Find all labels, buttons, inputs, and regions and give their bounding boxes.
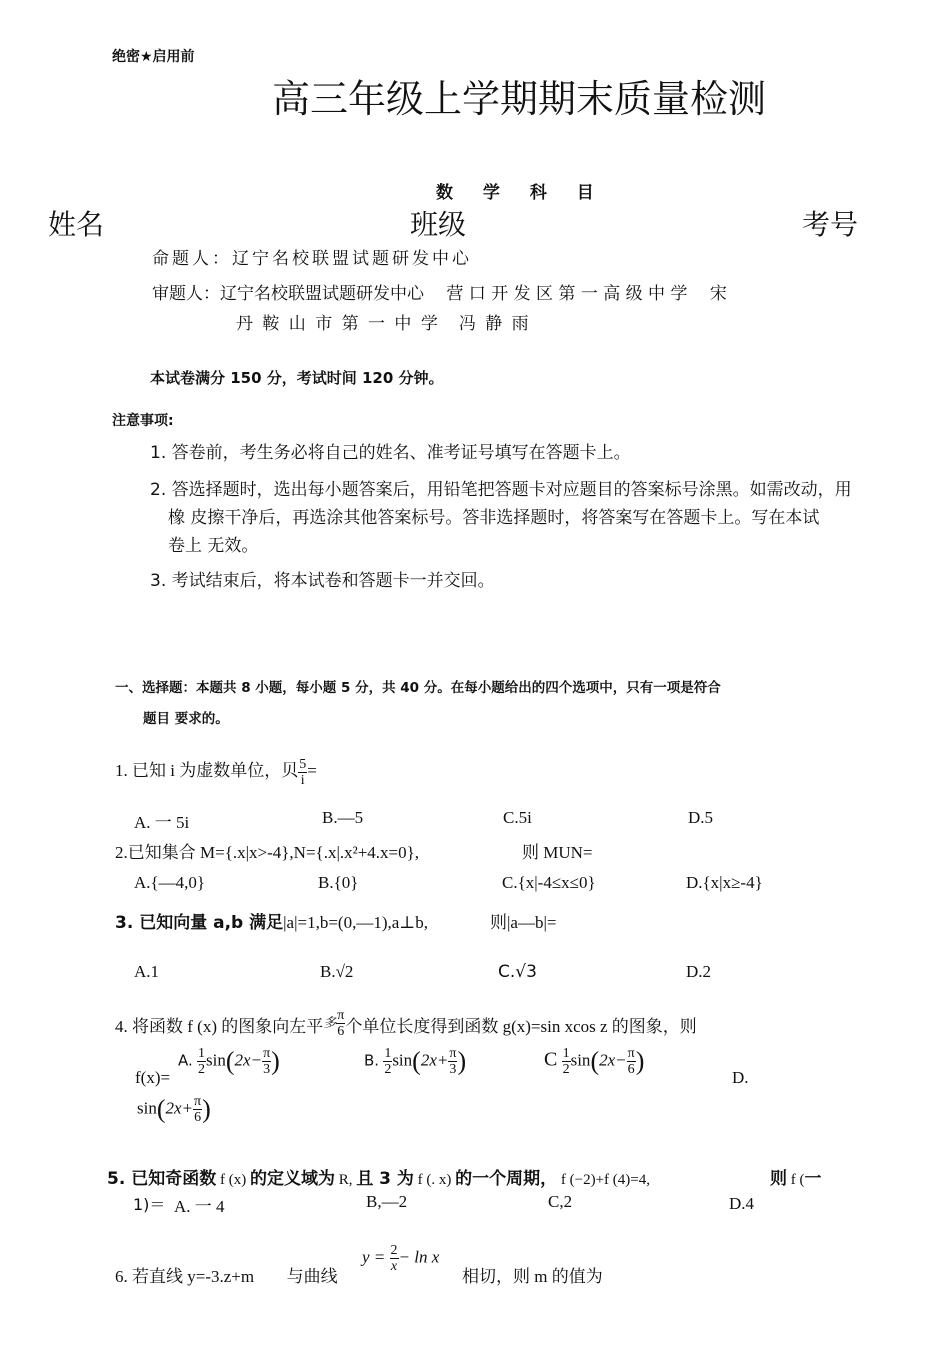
q3-option-d[interactable]: D.2 [686,962,712,981]
q3-option-b[interactable]: B.√2 [320,962,354,981]
note-item-2-cont-2: 卷上 无效。 [168,536,259,556]
q5-option-d[interactable]: D.4 [729,1194,755,1213]
question-5-stem: 5. 已知奇函数 f (x) 的定义域为 R, 且 3 为 f (. x) 的一个周期， f (−2)+f (4)=4, [107,1169,651,1189]
q2-option-d[interactable]: D.{x|x≥-4} [686,873,763,892]
note-item-1: 1. 答卷前，考生务必将自己的姓名、准考证号填写在答题卡上。 [150,443,631,463]
q1-option-a[interactable]: A. 一 5i [134,813,190,832]
question-4-stem: 4. 将函数 f (x) 的图象向左平$^多$ $\frac{\pi}{6}$ 个单位长度得到函数 g(x)=sin xcos z 的图象，则 [115,1008,697,1039]
q5-option-c[interactable]: C,2 [548,1192,573,1211]
question-2-stem: 2.已知集合 M={.x|x>-4},N={.x|.x²+4.x=0}, [115,843,420,862]
composer-line: 命题人：辽宁名校联盟试题研发中心 [152,249,472,269]
q1-option-c[interactable]: C.5i [503,808,532,827]
q1-option-b[interactable]: B.—5 [322,808,364,827]
secret-label: 绝密★启用前 [112,49,195,65]
question-5-stem-cont: 1)＝ [133,1195,166,1214]
q4-option-a[interactable]: A. $\frac{1}{2}$ sin(2x− $\frac{\pi}{3}$ ) [178,1046,280,1077]
question-6-stem: 6. 若直线 y=-3.z+m 与曲线 [115,1267,338,1286]
q4-option-d-label[interactable]: D. [732,1068,749,1087]
name-field-label: 姓名 [48,210,105,241]
note-item-2: 2. 答选择题时，选出每小题答案后，用铅笔把答题卡对应题目的答案标号涂黑。如需改动，用 [150,480,852,500]
subject-label: 数 学 科 目 [436,183,606,203]
question-5-ask: 则 f (一 [770,1169,822,1189]
exam-info: 本试卷满分 150 分，考试时间 120 分钟。 [150,369,444,387]
question-2-ask: 则 MUN= [522,843,593,862]
question-3-ask: 则|a—b|= [490,913,557,932]
question-6-ask: 相切，则 m 的值为 [462,1267,603,1286]
question-3-stem: 3. 已知向量 a,b 满足|a|=1,b=(0,—1),a⊥b, [115,913,429,933]
section-heading-cont: 题目 要求的。 [143,711,229,727]
reviewer-line-2: 丹 鞍 山 市 第 一 中 学 冯 静 雨 [236,314,531,334]
page-title: 高三年级上学期期末质量检测 [272,79,767,121]
q4-option-c[interactable]: C $\frac{1}{2}$ sin(2x− $\frac{\pi}{6}$ ) [544,1046,645,1077]
reviewer-line-1: 审题人：辽宁名校联盟试题研发中心 营 口 开 发 区 第 一 高 级 中 学 宋 [152,284,727,304]
note-item-2-cont: 橡 皮擦干净后，再选涂其他答案标号。答非选择题时，将答案写在答题卡上。写在本试 [168,508,820,528]
notes-heading: 注意事项: [112,413,174,429]
q5-option-a[interactable]: A. 一 4 [174,1197,225,1216]
q6-curve-formula: y = $\frac{2}{x}$ − ln x [362,1243,440,1274]
q3-option-a[interactable]: A.1 [134,962,160,981]
section-heading: 一、选择题：本题共 8 小题，每小题 5 分，共 40 分。在每小题给出的四个选项中，只有一项是符合 [115,680,721,696]
note-item-3: 3. 考试结束后，将本试卷和答题卡一并交回。 [150,571,495,591]
question-1-stem: 1. 已知 i 为虚数单位，贝 $\frac{5}{i}$ = [115,756,317,788]
q4-option-b[interactable]: B. $\frac{1}{2}$ sin(2x+ $\frac{\pi}{3}$ ) [364,1046,467,1077]
q3-option-c[interactable]: C.√3 [498,962,537,982]
q1-option-d[interactable]: D.5 [688,808,714,827]
exam-number-field-label: 考号 [802,210,859,241]
class-field-label: 班级 [410,210,467,241]
q4-option-d[interactable]: sin(2x+ $\frac{\pi}{6}$ ) [137,1094,211,1125]
q2-option-b[interactable]: B.{0} [318,873,359,892]
q5-option-b[interactable]: B,—2 [366,1192,408,1211]
q2-option-c[interactable]: C.{x|-4≤x≤0} [502,873,596,892]
q2-option-a[interactable]: A.{—4,0} [134,873,206,892]
q4-prefix: f(x)= [135,1068,171,1087]
